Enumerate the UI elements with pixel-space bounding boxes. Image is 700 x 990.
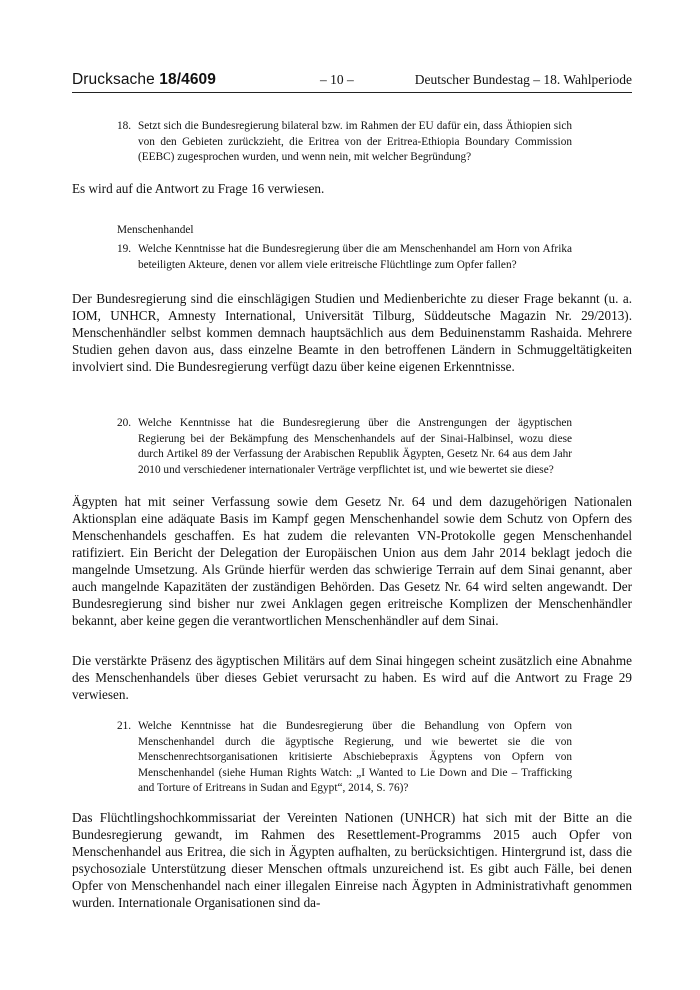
question-text: Welche Kenntnisse hat die Bundesregierung über die am Menschenhandel am Horn von Afrika beteiligten Akteure, denen vor allem viele eritreische Flüchtlinge zum Opfer fallen?: [138, 243, 572, 271]
question-19: [117, 242, 572, 273]
document-number: [72, 71, 216, 92]
question-text: Welche Kenntnisse hat die Bundesregierung über die Behandlung von Opfern von Menschenhandel durch die ägyptische Regierung, und wie bewertet sie die von Menschenrechtsorganisationen kritisierte Abschiebepraxis Ägyptens von Opfern von Menschenhandel (siehe Human Rights Watch: „I Wanted to Lie Down and Die – Trafficking and Torture of Eritreans in Sudan and Egypt“, 2014, S. 76)?: [138, 720, 572, 794]
document-number-prefix: Drucksache: [72, 71, 160, 88]
publisher-label: Deutscher Bundestag – 18. Wahlperiode: [414, 72, 632, 87]
page-header: [72, 70, 632, 93]
question-text: Setzt sich die Bundesregierung bilateral bzw. im Rahmen der EU dafür ein, dass Äthiopien sich von den Gebieten zurückzieht, die Eritrea von der Eritrea-Ethiopia Boundary Commission (EEBC) zugesprochen wurden, und wenn nein, mit welcher Begründung?: [138, 120, 572, 163]
question-number: 20.: [117, 417, 132, 429]
section-heading: Menschenhandel: [117, 224, 194, 236]
answer-20-paragraph-2: Die verstärkte Präsenz des ägyptischen Militärs auf dem Sinai hingegen scheint zusätzlich eine Abnahme des Menschenhandels über dieses Gebiet verursacht zu haben. Es wird auf die Antwort zu Frage 29 verwiesen.: [72, 653, 632, 702]
page-number: – 10 –: [320, 72, 354, 87]
question-number: 18.: [117, 120, 132, 132]
answer-20-paragraph-1: Ägypten hat mit seiner Verfassung sowie dem Gesetz Nr. 64 und dem dazugehörigen Nationalen Aktionsplan eine adäquate Basis im Kampf gegen Menschenhandel sowie dem Schutz von Opfern des Menschenhandels geschaffen. Es hat zudem die relevanten VN-Protokolle gegen Menschenhandel ratifiziert. Ein Bericht der Delegation der Europäischen Union aus dem Jahr 2014 beklagt jedoch die mangelnde Umsetzung. Als Gründe hierfür werden das schwierige Terrain auf dem Sinai genannt, aber auch mangelnde Kapazitäten der zuständigen Behörden. Das Gesetz Nr. 64 wird selten angewandt. Der Bundesregierung sind bisher nur zwei Anklagen gegen eritreische Komplizen der Menschenhändler bekannt, aber keine gegen die verantwortlichen Menschenhändler auf dem Sinai.: [72, 494, 632, 628]
question-18: [117, 119, 572, 166]
question-number: 19.: [117, 243, 132, 255]
answer-19: Der Bundesregierung sind die einschlägigen Studien und Medienberichte zu dieser Frage bekannt (u. a. IOM, UNHCR, Amnesty International, Universität Tilburg, Süddeutsche Magazin Nr. 29/2013). Menschenhändler selbst kommen demnach hauptsächlich aus dem Beduinenstamm Rashaida. Mehrere Studien gehen davon aus, dass einzelne Beamte in den betroffenen Ländern in Schmuggeltätigkeiten involviert sind. Die Bundesregierung verfügt dazu über keine eigenen Erkenntnisse.: [72, 291, 632, 374]
answer-18: Es wird auf die Antwort zu Frage 16 verwiesen.: [72, 181, 325, 196]
question-text: Welche Kenntnisse hat die Bundesregierung über die Anstrengungen der ägyptischen Regierung bei der Bekämpfung des Menschenhandels auf der Sinai-Halbinsel, wozu diese durch Artikel 89 der Verfassung der Arabischen Republik Ägypten, Gesetz Nr. 64 aus dem Jahr 2010 und verschiedener internationaler Verträge verpflichtet ist, und wie bewertet sie diese?: [138, 417, 572, 476]
document-number-value: 18/4609: [159, 71, 216, 88]
question-number: 21.: [117, 720, 132, 732]
answer-21: Das Flüchtlingshochkommissariat der Vereinten Nationen (UNHCR) hat sich mit der Bitte an die Bundesregierung gewandt, im Rahmen des Resettlement-Programms 2015 auch Opfer von Menschenhandel aus Eritrea, die sich in Ägypten aufhalten, zu berücksichtigen. Hintergrund ist, dass die psychosoziale Unterstützung dieser Menschen oftmals unzureichend ist. Es gibt auch Fälle, bei denen Opfer von Menschenhandel nach einer illegalen Einreise nach Ägypten in Administrativhaft genommen wurden. Internationale Organisationen sind da-: [72, 810, 632, 910]
question-21: [117, 719, 572, 797]
question-20: [117, 416, 572, 478]
